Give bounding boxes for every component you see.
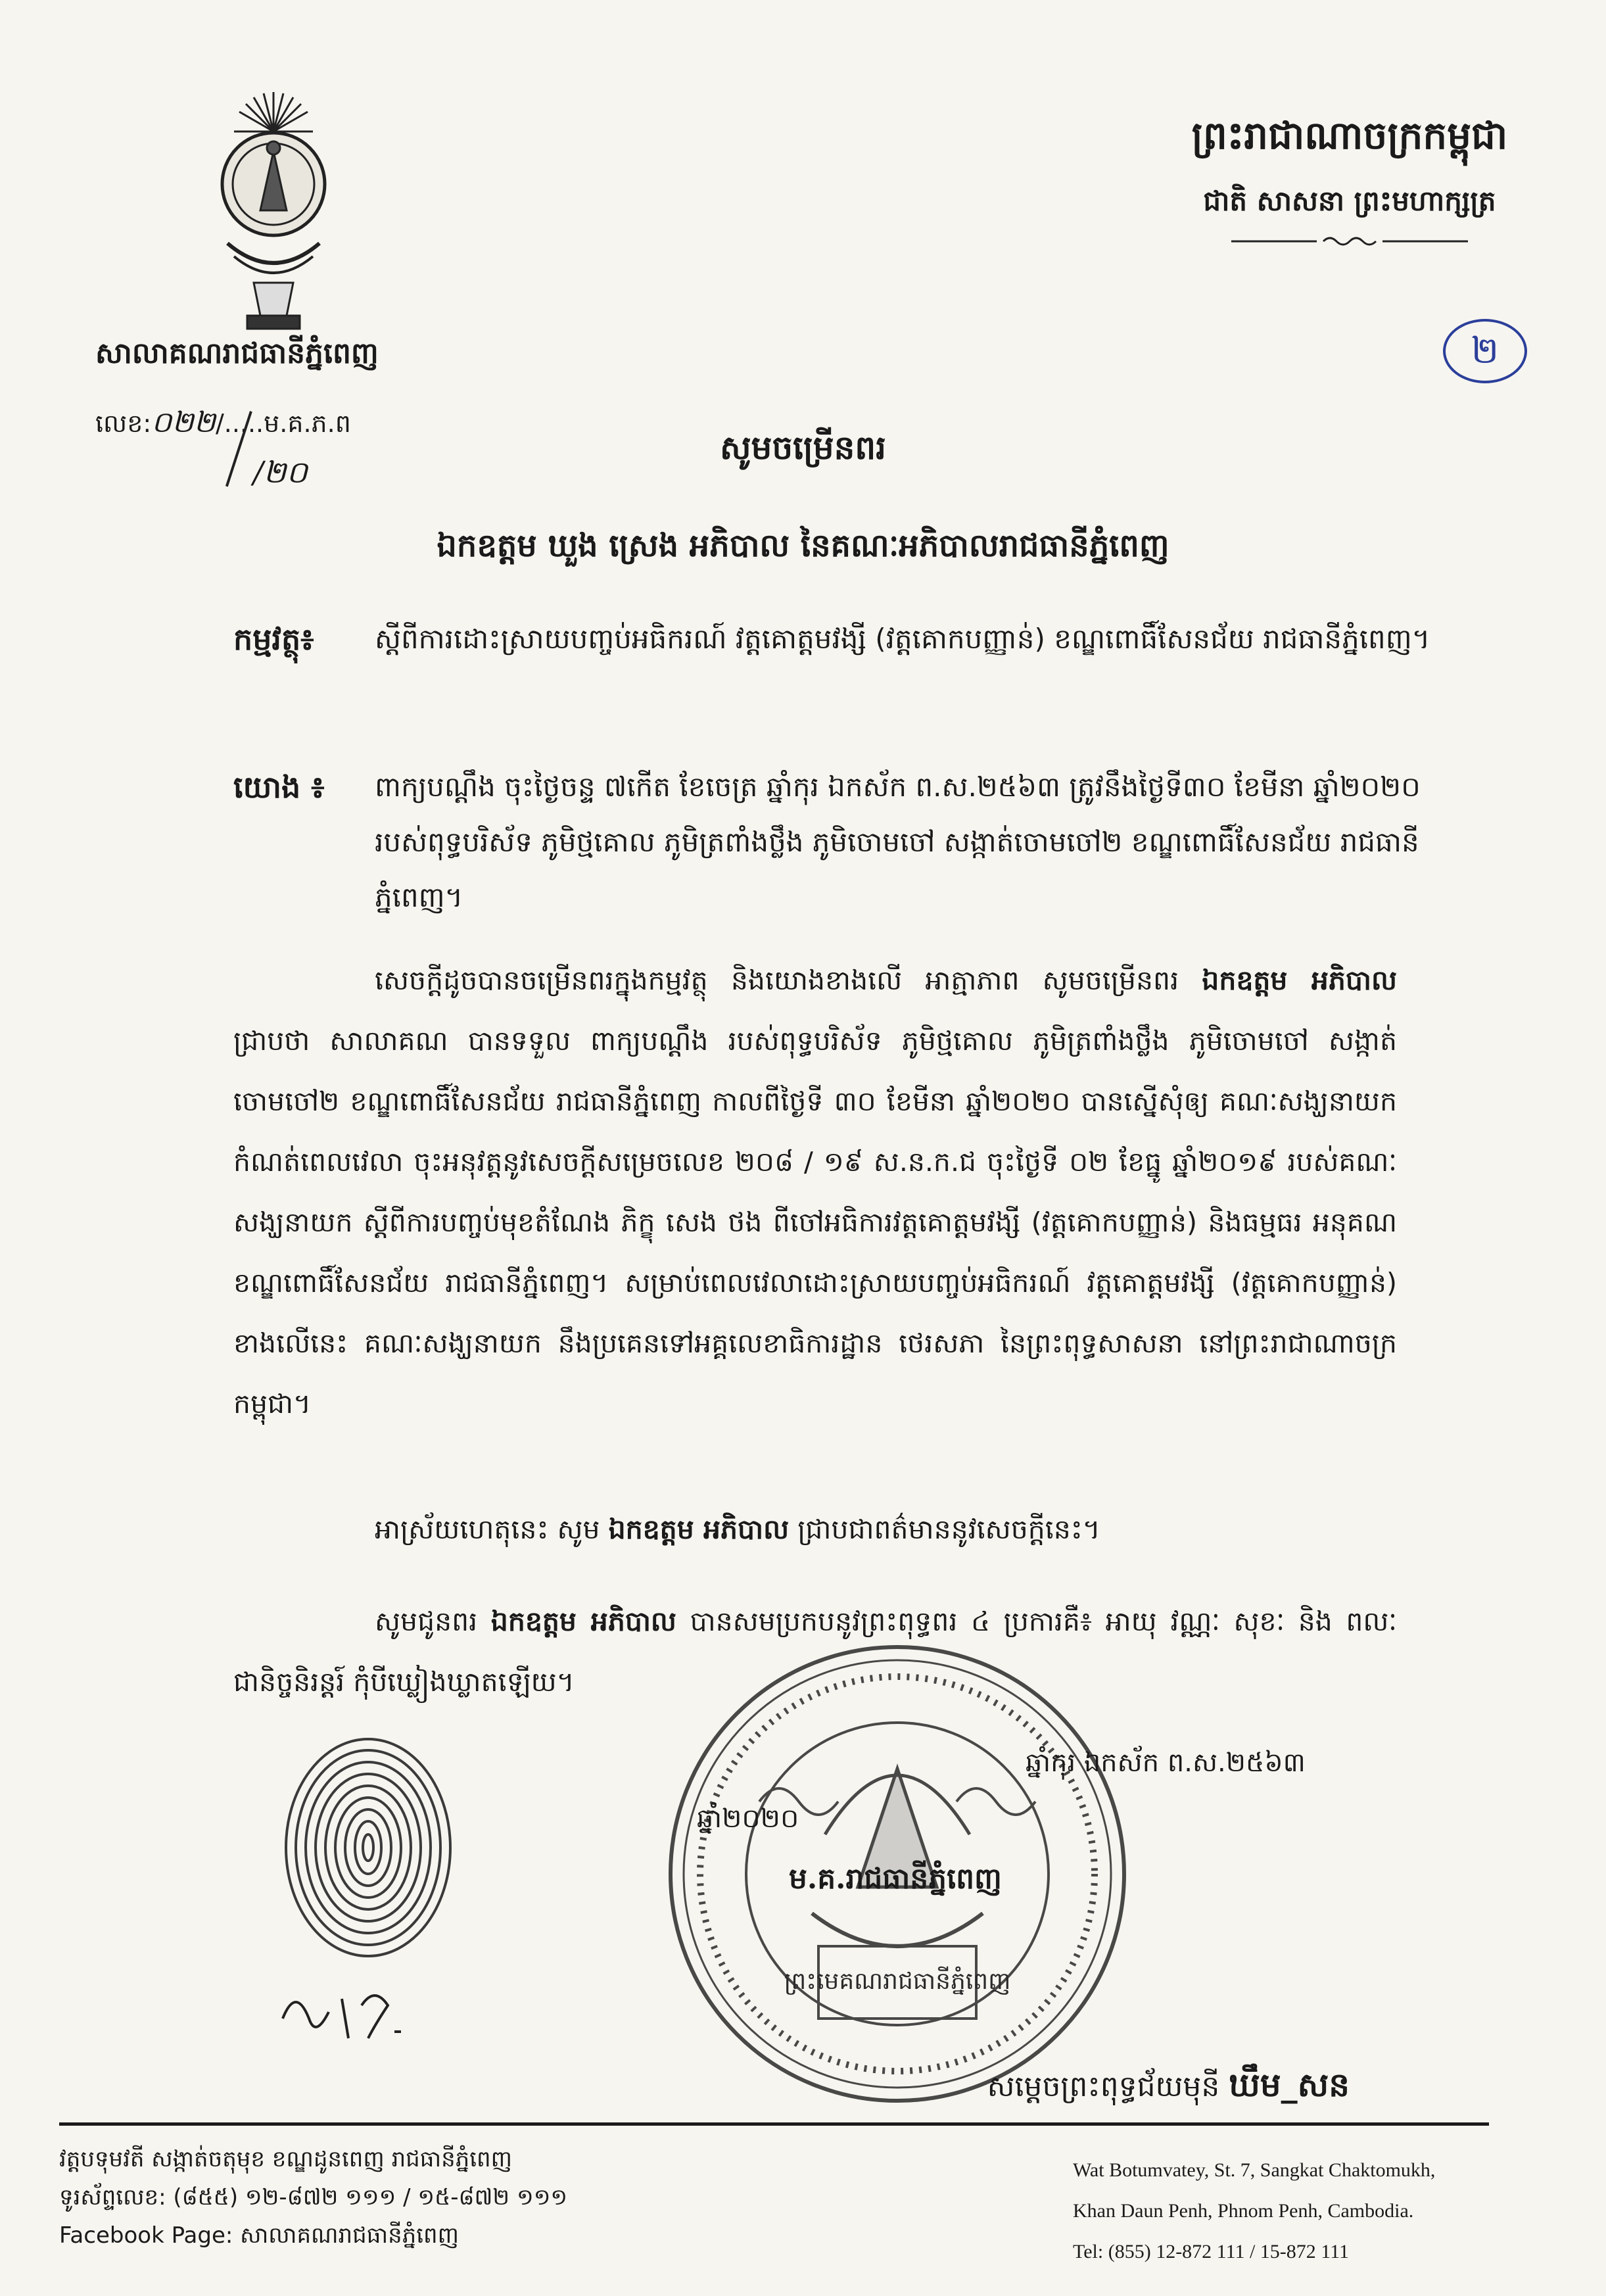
reference-label: លេខ: xyxy=(95,409,152,438)
buddhist-emblem-icon xyxy=(195,85,352,335)
reference-field-label: យោង ៖ xyxy=(233,769,325,805)
p3-addressee: ឯកឧត្តម អភិបាល xyxy=(490,1606,676,1637)
kingdom-title: ព្រះរាជាណាចក្រកម្ពុជា xyxy=(1191,113,1508,158)
fingerprint-icon xyxy=(276,1729,460,1966)
footer-facebook: Facebook Page: សាលាគណរាជធានីភ្នំពេញ xyxy=(59,2222,459,2249)
p1-addressee: ឯកឧត្តម អភិបាល xyxy=(1202,965,1397,996)
footer-khmer-address: វត្តបទុមវតី សង្កាត់ចតុមុខ ខណ្ឌដូនពេញ រាជធានីភ្នំពេញ xyxy=(59,2146,513,2172)
footer-khmer-phone: ទូរស័ព្ទលេខ: (៨៥៥) ១២-៨៧២ ១១១ / ១៥-៨៧២ ១១១ xyxy=(59,2184,568,2211)
signer-block xyxy=(987,2065,1350,2113)
office-name: សាលាគណរាជធានីភ្នំពេញ xyxy=(95,337,379,370)
reference-suffix: /.....ម.គ.ភ.ព xyxy=(215,409,351,438)
date-line-1: ឆ្នាំកុរ ឯកស័ក ព.ស.២៥៦៣ xyxy=(1026,1748,1306,1778)
subject-text: ស្តីពីការដោះស្រាយបញ្ចប់អធិករណ៍ វត្តគោត្តមវង្សី (វត្តគោកបញ្ញាន់) ខណ្ឌពោធិ៍សែនជ័យ រាជធានីភ្នំពេញ។ xyxy=(375,623,1430,655)
reference-field-text: ពាក្យបណ្តឹង ចុះថ្ងៃចន្ទ ៧កើត ខែចេត្រ ឆ្នាំកុរ ឯកស័ក ព.ស.២៥៦៣ ត្រូវនឹងថ្ងៃទី៣០ ខែមីនា ឆ្នាំ២០២០ របស់ពុទ្ធបរិស័ទ ភូមិថ្មគោល ភូមិត្រពាំងថ្លឹង ភូមិចោមចៅ សង្កាត់ចោមចៅ២ ខណ្ឌពោធិ៍សែនជ័យ រាជធានីភ្នំពេញ។ xyxy=(375,771,1421,913)
body-paragraph-2 xyxy=(233,1499,1397,1560)
signer-name: ឃឹម_សន xyxy=(1229,2065,1350,2104)
reference-handwritten-number: ០២២ xyxy=(151,406,216,439)
footer-english-address-1: Wat Botumvatey, St. 7, Sangkat Chaktomukh, xyxy=(1073,2159,1436,2181)
greeting: សូមចម្រើនពរ xyxy=(720,428,886,467)
p3-body: បានសមប្រកបនូវព្រះពុទ្ធពរ ៤ ប្រការគឺ៖ អាយុ វណ្ណៈ សុខៈ និង ពលៈ ជានិច្ចនិរន្តរ៍ កុំបីឃ្លៀងឃ្លាតឡើយ។ xyxy=(233,1606,1397,1698)
p2-intro: អាស្រ័យហេតុនេះ សូម xyxy=(375,1514,600,1545)
kingdom-heading xyxy=(1166,112,1534,251)
ornament-divider-icon xyxy=(1231,235,1468,248)
seal-text: ព្រះមេគណរាជធានីភ្នំពេញ xyxy=(784,1968,1011,1995)
signature-unit: ម.គ.រាជធានីភ្នំពេញ xyxy=(789,1862,1002,1896)
subject-field xyxy=(233,611,1436,667)
p2-body: ជ្រាបជាពត៌មាននូវសេចក្តីនេះ។ xyxy=(797,1514,1100,1545)
recipient: ឯកឧត្តម ឃួង ស្រេង អភិបាល នៃគណៈអភិបាលរាជធានីភ្នំពេញ xyxy=(437,527,1169,564)
footer-english-phone: Tel: (855) 12-872 111 / 15-872 111 xyxy=(1073,2241,1350,2262)
reference-field xyxy=(233,759,1436,925)
footer-divider xyxy=(59,2122,1489,2126)
reference-year: /២០ xyxy=(253,454,308,490)
p3-intro: សូមជូនពរ xyxy=(375,1606,478,1637)
p1-intro: សេចក្តីដូចបានចម្រើនពរក្នុងកម្មវត្ថុ និងយោងខាងលើ អាត្មាភាព សូមចម្រើនពរ xyxy=(375,965,1179,996)
date-line-2: ឆ្នាំ២០២០ xyxy=(697,1804,799,1834)
page-number-mark: ២ xyxy=(1443,319,1527,383)
footer-khmer xyxy=(59,2140,567,2255)
p2-addressee: ឯកឧត្តម អភិបាល xyxy=(608,1514,790,1545)
handwritten-note-icon xyxy=(276,1979,421,2051)
footer-english-address-2: Khan Daun Penh, Phnom Penh, Cambodia. xyxy=(1073,2200,1414,2222)
signer-title: សម្តេចព្រះពុទ្ធជ័យមុនី xyxy=(987,2070,1220,2103)
body-paragraph-1 xyxy=(233,950,1397,1434)
footer-english xyxy=(1073,2150,1435,2272)
subject-label: កម្មវត្ថុ៖ xyxy=(233,621,314,657)
p1-body: ជ្រាបថា សាលាគណ បានទទួល ពាក្យបណ្តឹង របស់ពុទ្ធបរិស័ទ ភូមិថ្មគោល ភូមិត្រពាំងថ្លឹង ភូមិចោមចៅ សង្កាត់ចោមចៅ២ ខណ្ឌពោធិ៍សែនជ័យ រាជធានីភ្នំពេញ កាលពីថ្ងៃទី ៣០ ខែមីនា ឆ្នាំ២០២០ បានស្នើសុំឲ្យ គណៈសង្ឃនាយក កំណត់ពេលវេលា ចុះអនុវត្តនូវសេចក្តីសម្រេចលេខ ២០៨ / ១៩ ស.ន.ក.ជ ចុះថ្ងៃទី ០២ ខែធ្នូ ឆ្នាំ២០១៩ របស់គណៈសង្ឃនាយក ស្តីពីការបញ្ចប់មុខតំណែង ភិក្ខុ សេង ថង ពីចៅអធិការវត្តគោត្តមវង្សី (វត្តគោកបញ្ញាន់) និងធម្មធរ អនុគណ ខណ្ឌពោធិ៍សែនជ័យ រាជធានីភ្នំពេញ។ សម្រាប់ពេលវេលាដោះស្រាយបញ្ចប់អធិករណ៍ វត្តគោត្តមវង្សី (វត្តគោកបញ្ញាន់) ខាងលើនេះ គណៈសង្ឃនាយក នឹងប្រគេនទៅអគ្គលេខាធិការដ្ឋាន ថេរសភា នៃព្រះពុទ្ធសាសនា នៅព្រះរាជាណាចក្រកម្ពុជា។ xyxy=(233,1025,1397,1420)
national-motto: ជាតិ សាសនា ព្រះមហាក្សត្រ xyxy=(1203,185,1496,217)
